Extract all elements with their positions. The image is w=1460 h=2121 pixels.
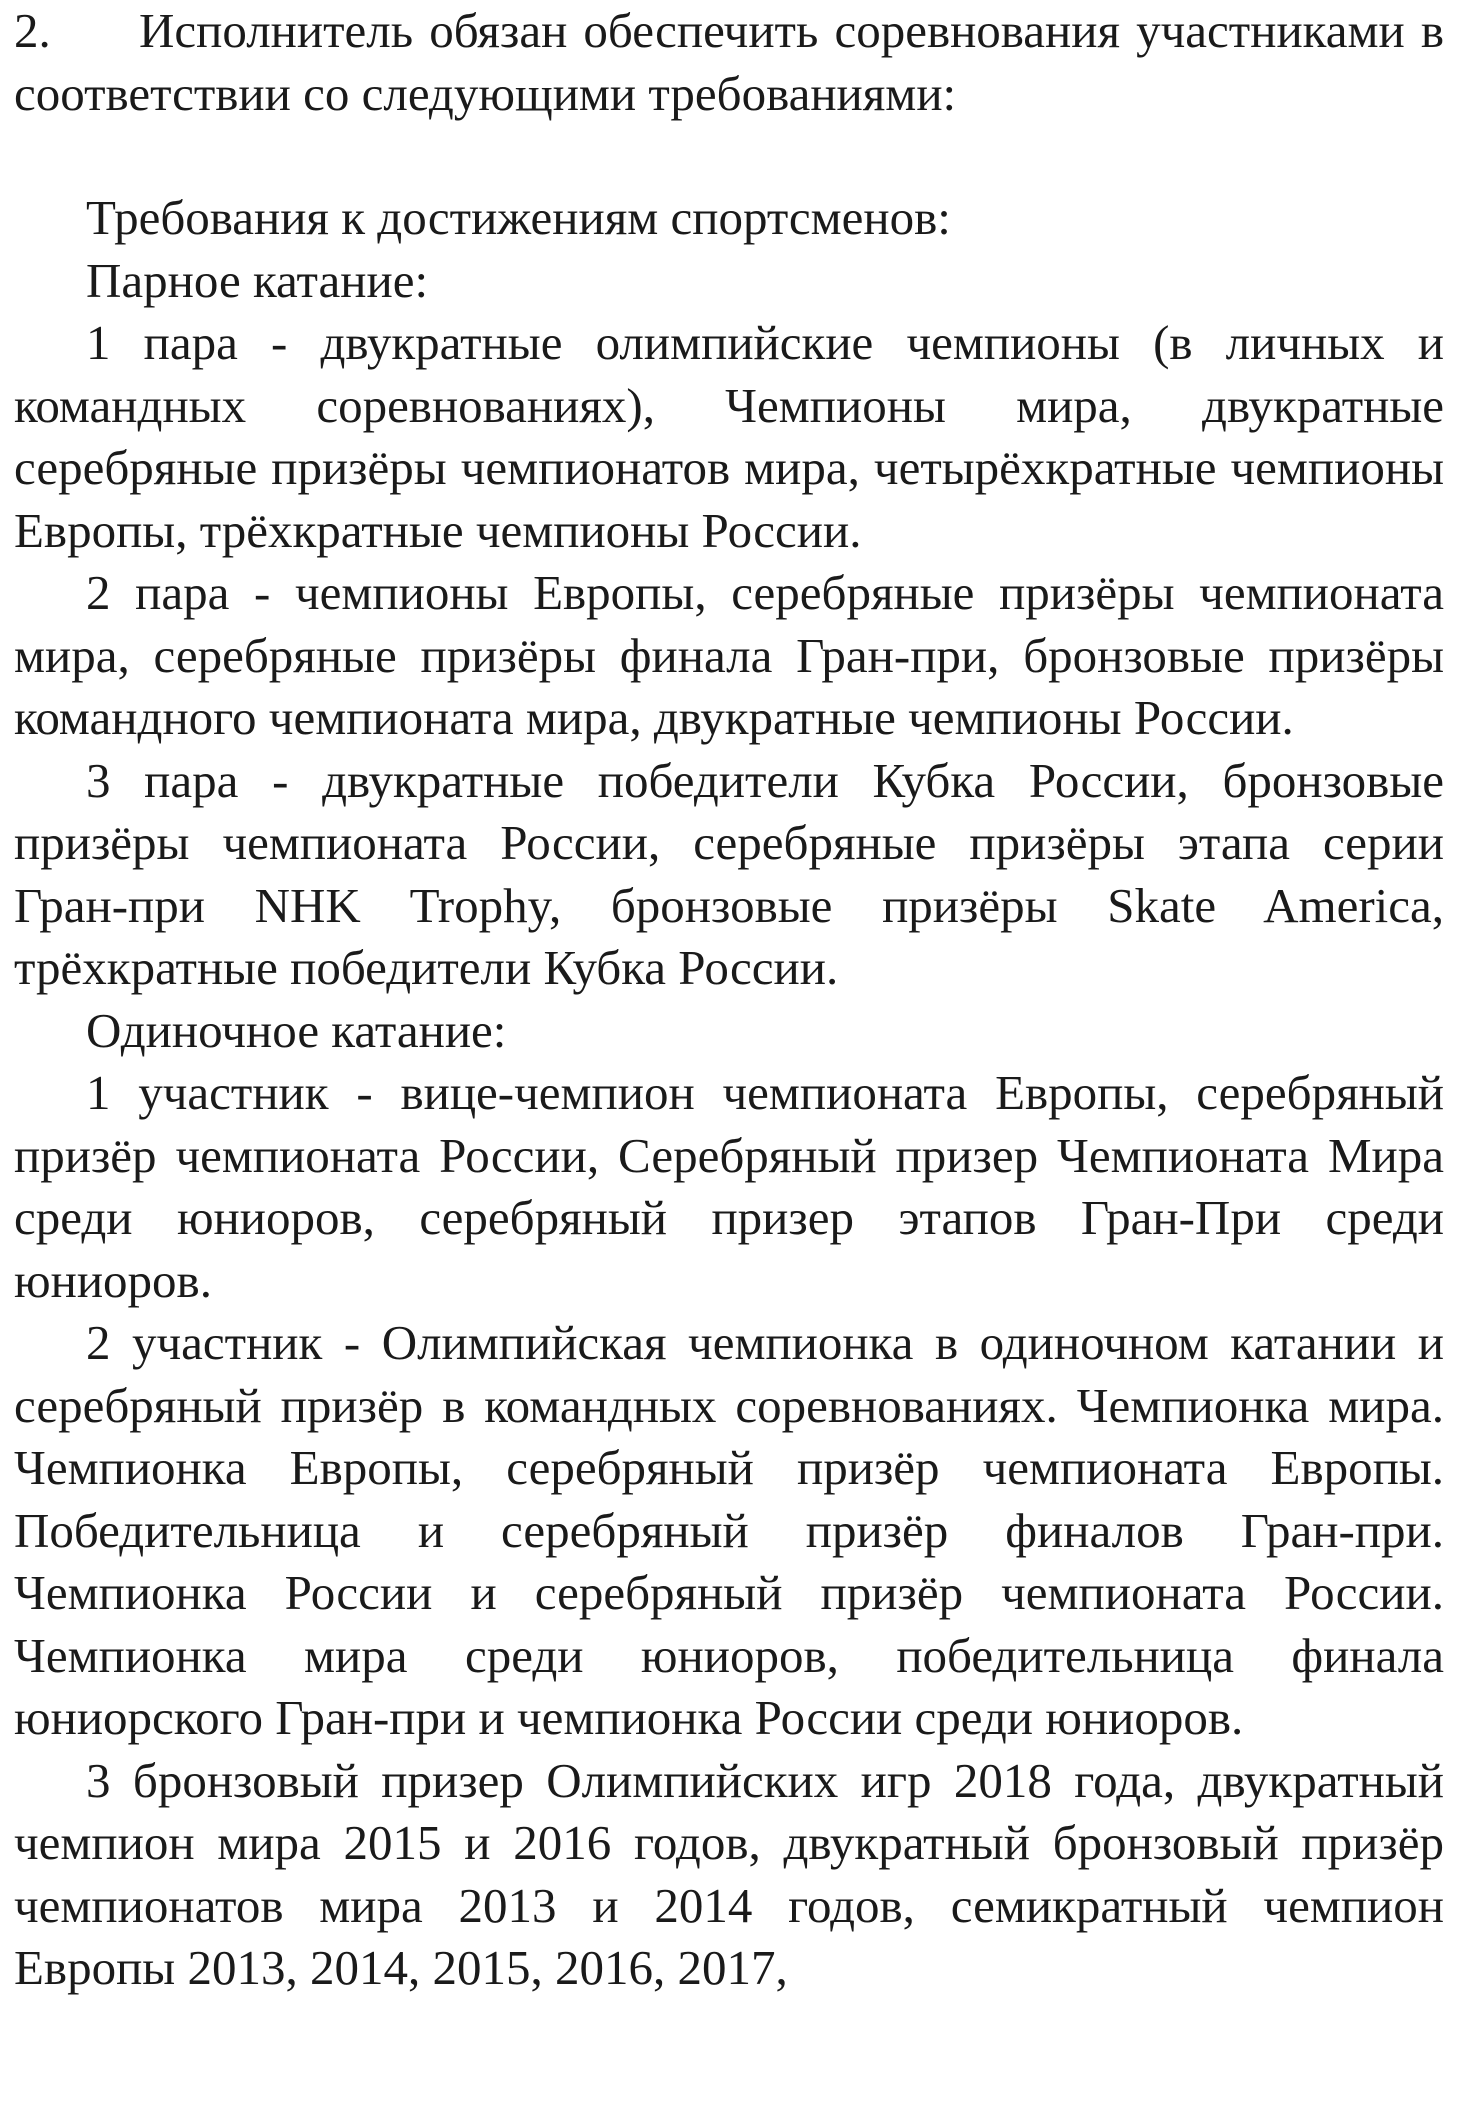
paragraph-gap (14, 125, 1444, 187)
pairs-heading: Парное катание: (86, 252, 429, 308)
pair-entry-1: 1 пара - двукратные олимпийские чемпионы (в личных и командных соревнованиях), Чемпионы мира, двукратные серебряные призёры чемпионатов мира, четырёхкратные чемпионы Европы, трёхкратные чемпионы России. (14, 315, 1444, 558)
single-entry-1: 1 участник - вице-чемпион чемпионата Европы, серебряный призёр чемпионата России, Серебряный призер Чемпионата Мира среди юниоров, серебряный призер этапов Гран-При среди юниоров. (14, 1065, 1444, 1308)
intro-text: Исполнитель обязан обеспечить соревнования участниками в соответствии со следующими требованиями: (14, 3, 1444, 121)
clause-number: 2. (14, 3, 51, 58)
document-page (14, 0, 1444, 2000)
singles-heading: Одиночное катание: (86, 1002, 507, 1058)
pair-entry-2: 2 пара - чемпионы Европы, серебряные призёры чемпионата мира, серебряные призёры финала Гран-при, бронзовые призёры командного чемпионата мира, двукратные чемпионы России. (14, 565, 1444, 745)
single-entry-2: 2 участник - Олимпийская чемпионка в одиночном катании и серебряный призёр в командных соревнованиях. Чемпионка мира. Чемпионка Европы, серебряный призёр чемпионата Европы. Победительница и серебряный призёр финалов Гран-при. Чемпионка России и серебряный призёр чемпионата России. Чемпионка мира среди юниоров, победительница финала юниорского Гран-при и чемпионка России среди юниоров. (14, 1315, 1444, 1745)
intro-paragraph (14, 0, 1444, 125)
pair-entry-3: 3 пара - двукратные победители Кубка России, бронзовые призёры чемпионата России, серебряные призёры этапа серии Гран-при NHK Trophy, бронзовые призёры Skate America, трёхкратные победители Кубка России. (14, 752, 1444, 995)
requirements-heading: Требования к достижениям спортсменов: (86, 190, 951, 245)
single-entry-3: 3 бронзовый призер Олимпийских игр 2018 года, двукратный чемпион мира 2015 и 2016 годов, двукратный бронзовый призёр чемпионатов мира 2013 и 2014 годов, семикратный чемпион Европы 2013, 2014, 2015, 2016, 2017, (14, 1752, 1444, 1995)
